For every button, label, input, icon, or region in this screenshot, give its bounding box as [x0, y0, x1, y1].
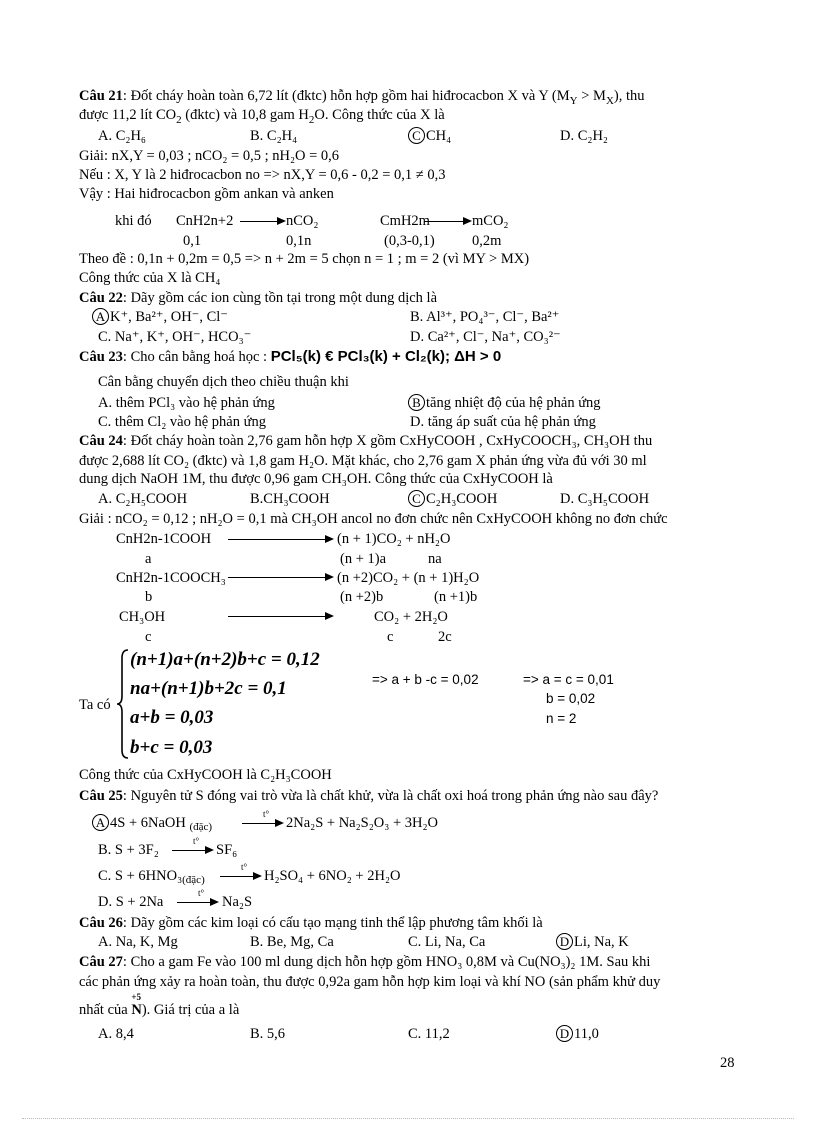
q23-option-c: C. thêm Cl₂ vào hệ phản ứng	[98, 414, 266, 430]
q25-text: : Nguyên tử S đóng vai trò vừa là chất khử, vừa là chất oxi hoá trong phản ứng nào sau đây?	[122, 788, 659, 804]
q27-line3a: nhất của	[79, 1002, 128, 1018]
q21-option-a: A. C₂H₆	[98, 128, 146, 144]
q27-label: Câu 27	[79, 954, 123, 970]
q24-line3: dung dịch NaOH 1M, thu được 0,96 gam CH₃OH. Công thức của CxHyCOOH là	[79, 471, 553, 487]
q26-option-c: C. Li, Na, Ca	[408, 934, 486, 950]
answer-circle-icon: D	[556, 933, 573, 950]
q25-option-d-right: Na₂S	[222, 894, 253, 910]
q24-option-d: D. C₃H₅COOH	[560, 491, 650, 507]
q27-option-d	[556, 1025, 599, 1043]
q25-d-temp: t°	[198, 888, 205, 898]
q26-question	[79, 914, 543, 932]
reaction-arrow-icon	[228, 539, 332, 540]
q24-solution-1: Giải : nCO₂ = 0,12 ; nH₂O = 0,1 mà CH₃OH ancol no đơn chức nên CxHyCOOH không no đơn chức	[79, 511, 668, 527]
q24-s4-right1: (n +2)b	[340, 589, 384, 605]
q22-option-a	[92, 308, 228, 326]
q21-r2-product: mCO₂	[472, 213, 509, 229]
q21-text2: được 11,2 lít CO	[79, 107, 177, 123]
q24-s5-right: CO₂ + 2H₂O	[374, 609, 448, 625]
reaction-arrow-icon	[220, 876, 260, 877]
q25-option-a-right: 2Na₂S + Na₂S₂O₃ + 3H₂O	[286, 815, 438, 831]
reaction-arrow-icon	[228, 577, 332, 578]
q24-s4-left: b	[145, 589, 153, 605]
q25-b-temp: t°	[193, 836, 200, 846]
q24-option-b: B.CH₃COOH	[250, 491, 330, 507]
q24-eq2: na+(n+1)b+2c = 0,1	[130, 678, 287, 699]
q24-option-a: A. C₂H₅COOH	[98, 491, 188, 507]
q22-option-c: C. Na⁺, K⁺, OH⁻, HCO₃⁻	[98, 329, 252, 345]
q24-option-c-text: C₂H₃COOH	[426, 491, 498, 507]
left-brace-icon	[116, 648, 130, 760]
q21-text1: : Đốt cháy hoàn toàn 6,72 lít (đktc) hỗn hợp gồm hai hiđrocacbon X và Y (M	[122, 88, 570, 104]
q21-r2a: 0,1	[183, 233, 202, 249]
q23-option-b	[408, 394, 601, 412]
q21-r2b: 0,1n	[286, 233, 312, 249]
q21-text2b: (đktc) và 10,8 gam H	[181, 107, 309, 123]
q25-option-a-left: 4S + 6NaOH	[110, 815, 186, 831]
q27-line2: các phản ứng xảy ra hoàn toàn, thu được 0,92a gam hỗn hợp kim loại và khí NO (sản phẩm khử duy	[79, 974, 661, 990]
q21-option-b: B. C₂H₄	[250, 128, 298, 144]
q24-line1-text: : Đốt cháy hoàn toàn 2,76 gam hỗn hợp X gồm CxHyCOOH , CxHyCOOCH₃, CH₃OH thu	[122, 433, 653, 449]
q24-eq1: (n+1)a+(n+2)b+c = 0,12	[130, 649, 320, 670]
answer-circle-icon: D	[556, 1025, 573, 1042]
q26-option-b: B. Be, Mg, Ca	[250, 934, 334, 950]
q23-equation: PCl₅(k) € PCl₃(k) + Cl₂(k); ΔH > 0	[270, 348, 502, 365]
q26-option-d	[556, 933, 629, 951]
q27-line3b: ). Giá trị của a là	[141, 1002, 240, 1018]
q27-oxidation-state: +5	[131, 992, 141, 1002]
q24-s6-left: c	[145, 629, 152, 645]
q25-option-c-condition: (đặc)	[182, 874, 205, 886]
page-bottom-divider	[22, 1118, 794, 1119]
q24-s6-right2: 2c	[438, 629, 452, 645]
reaction-arrow-icon	[172, 850, 212, 851]
q24-s1-left: CnH2n-1COOH	[116, 531, 212, 547]
q24-result-2: => a = c = 0,01	[523, 672, 614, 687]
reaction-arrow-icon	[242, 823, 282, 824]
answer-circle-icon: B	[408, 394, 425, 411]
q21-option-c-text: CH₄	[426, 128, 452, 144]
q22-question	[79, 289, 437, 307]
reaction-arrow-icon	[228, 616, 332, 617]
q22-option-b: B. Al³⁺, PO₄³⁻, Cl⁻, Ba²⁺	[410, 309, 560, 325]
q24-s6-right1: c	[387, 629, 394, 645]
q24-s5-left: CH₃OH	[119, 609, 166, 625]
q23-question	[79, 348, 501, 366]
q23-option-a: A. thêm PCl₃ vào hệ phản ứng	[98, 395, 275, 411]
q25-c-temp: t°	[241, 862, 248, 872]
q21-solution-5: Công thức của X là CH₄	[79, 270, 221, 286]
q25-a-temp: t°	[263, 809, 270, 819]
q24-taco: Ta có	[79, 697, 111, 713]
q23-text2: Cân bằng chuyển dịch theo chiều thuận khi	[98, 374, 349, 390]
q24-s3-right: (n +2)CO₂ + (n + 1)H₂O	[337, 570, 480, 586]
q24-result-4: n = 2	[546, 711, 577, 726]
reaction-arrow-icon	[177, 902, 217, 903]
q24-s2-left: a	[145, 551, 152, 567]
q23-label: Câu 23	[79, 349, 123, 365]
q24-result-1: => a + b -c = 0,02	[372, 672, 479, 687]
q24-line1	[79, 432, 652, 450]
answer-circle-icon: A	[92, 308, 109, 325]
q24-line2: được 2,688 lít CO₂ (đktc) và 1,8 gam H₂O. Mặt khác, cho 2,76 gam X phản ứng vừa đủ với 30 ml	[79, 453, 647, 469]
q23-option-b-text: tăng nhiệt độ của hệ phản ứng	[426, 395, 601, 411]
q22-text: : Dãy gồm các ion cùng tồn tại trong một dung dịch là	[122, 290, 438, 306]
q24-s2-right2: na	[428, 551, 442, 567]
q21-option-d: D. C₂H₂	[560, 128, 608, 144]
q25-option-a-condition: (đặc)	[189, 821, 213, 833]
q21-label: Câu 21	[79, 88, 123, 104]
answer-circle-icon: A	[92, 814, 109, 831]
q24-s4-right2: (n +1)b	[434, 589, 478, 605]
q25-option-a	[92, 814, 212, 833]
q26-label: Câu 26	[79, 915, 123, 931]
q21-r1-reactant: CnH2n+2	[176, 213, 234, 229]
q23-option-d: D. tăng áp suất của hệ phản ứng	[410, 414, 596, 430]
q27-option-d-text: 11,0	[574, 1026, 599, 1042]
answer-circle-icon: C	[408, 127, 425, 144]
q21-r1-product: nCO₂	[286, 213, 319, 229]
reaction-arrow-icon	[240, 221, 284, 222]
q21-solution-1: Giải: nX,Y = 0,03 ; nCO₂ = 0,5 ; nH₂O = 0,6	[79, 148, 340, 164]
q27-line1-text: : Cho a gam Fe vào 100 ml dung dịch hỗn hợp gồm HNO₃ 0,8M và Cu(NO₃)₂ 1M. Sau khi	[122, 954, 651, 970]
q21-text2c: O. Công thức của X là	[314, 107, 445, 123]
q21-r2-reactant: CmH2m	[380, 213, 430, 229]
q25-option-b: B. S + 3F₂	[98, 842, 159, 858]
q21-option-c	[408, 127, 451, 145]
q26-text: : Dãy gồm các kim loại có cấu tạo mạng tinh thể lập phương tâm khối là	[122, 915, 543, 931]
q25-question	[79, 787, 658, 805]
q25-option-c-right: H₂SO₄ + 6NO₂ + 2H₂O	[264, 868, 401, 884]
q25-option-c	[98, 867, 205, 886]
q25-option-c-left: C. S + 6HNO₃	[98, 868, 183, 884]
q24-label: Câu 24	[79, 433, 123, 449]
q25-option-d: D. S + 2Na	[98, 894, 164, 910]
q24-s2-right1: (n + 1)a	[340, 551, 387, 567]
q25-option-b-right: SF₆	[216, 842, 238, 858]
q21-r2c: (0,3-0,1)	[384, 233, 435, 249]
q24-eq4: b+c = 0,03	[130, 737, 213, 758]
q24-eq3: a+b = 0,03	[130, 707, 214, 728]
q23-text: : Cho cân bằng hoá học :	[122, 349, 268, 365]
q21-solution-4: Theo đề : 0,1n + 0,2m = 0,5 => n + 2m = 5 chọn n = 1 ; m = 2 (vì MY > MX)	[79, 251, 530, 267]
q22-option-d: D. Ca²⁺, Cl⁻, Na⁺, CO₃²⁻	[410, 329, 561, 345]
q26-option-a: A. Na, K, Mg	[98, 934, 178, 950]
q27-option-b: B. 5,6	[250, 1026, 286, 1042]
q21-r1-label: khi đó	[115, 213, 152, 229]
q27-nitrogen	[131, 992, 142, 1019]
q24-conclusion: Công thức của CxHyCOOH là C₂H₃COOH	[79, 767, 332, 783]
page-number: 28	[720, 1055, 735, 1071]
q22-option-a-text: K⁺, Ba²⁺, OH⁻, Cl⁻	[110, 309, 228, 325]
q21-solution-2: Nếu : X, Y là 2 hiđrocacbon no => nX,Y = 0,6 - 0,2 = 0,1 ≠ 0,3	[79, 167, 446, 183]
q24-s1-right: (n + 1)CO₂ + nH₂O	[337, 531, 451, 547]
q27-line1	[79, 953, 650, 971]
q27-option-a: A. 8,4	[98, 1026, 134, 1042]
q21-solution-3: Vậy : Hai hiđrocacbon gồm ankan và anken	[79, 186, 334, 202]
q27-n-symbol: N	[131, 1002, 142, 1018]
answer-circle-icon: C	[408, 490, 425, 507]
q27-option-c: C. 11,2	[408, 1026, 450, 1042]
q24-result-3: b = 0,02	[546, 691, 596, 706]
q24-s3-left: CnH2n-1COOCH₃	[116, 570, 226, 586]
q22-label: Câu 22	[79, 290, 123, 306]
q21-line1: Câu 21: Đốt cháy hoàn toàn 6,72 lít (đktc) hỗn hợp gồm hai hiđrocacbon X và Y $(M_Y > M_X)$, thu	[79, 88, 645, 107]
q21-r2d: 0,2m	[472, 233, 502, 249]
q24-option-c	[408, 490, 497, 508]
q27-line3	[79, 992, 240, 1019]
reaction-arrow-icon	[424, 221, 470, 222]
q26-option-d-text: Li, Na, K	[574, 934, 629, 950]
q25-label: Câu 25	[79, 788, 123, 804]
q21-line2: được 11,2 lít $CO_2$ (đktc) và 10,8 gam $H_2O$. Công thức của X là	[79, 107, 445, 126]
